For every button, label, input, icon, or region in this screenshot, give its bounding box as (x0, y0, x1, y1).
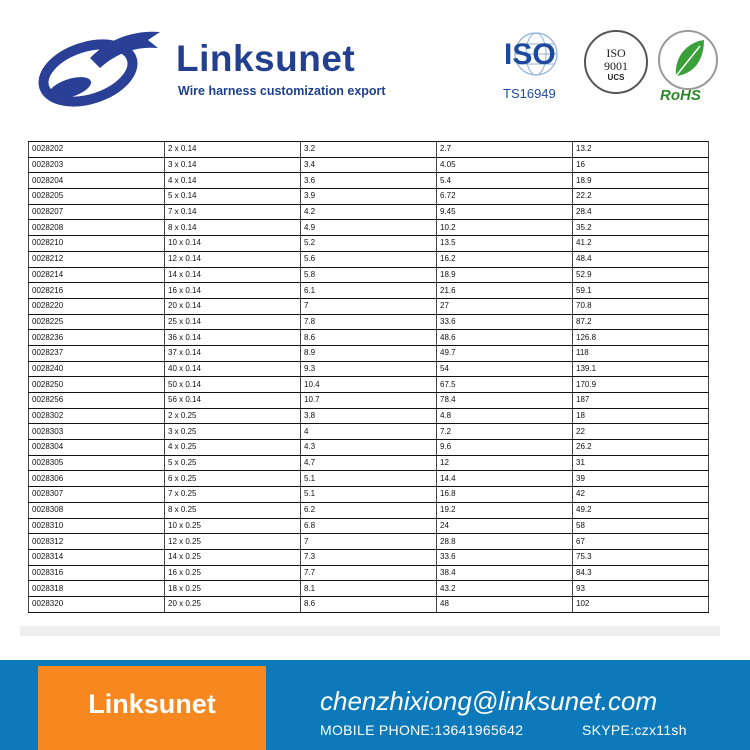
table-cell: 3 x 0.14 (165, 157, 301, 173)
table-cell: 59.1 (573, 283, 709, 299)
table-cell: 93 (573, 581, 709, 597)
table-cell: 33.6 (437, 314, 573, 330)
rohs-label: RoHS (660, 87, 701, 104)
table-cell: 49.2 (573, 502, 709, 518)
table-cell: 0028216 (29, 283, 165, 299)
table-cell: 24 (437, 518, 573, 534)
table-cell: 6.1 (301, 283, 437, 299)
table-cell: 0028237 (29, 345, 165, 361)
table-cell: 0028236 (29, 330, 165, 346)
table-cell: 8 x 0.25 (165, 502, 301, 518)
table-cell: 0028314 (29, 549, 165, 565)
table-cell: 139.1 (573, 361, 709, 377)
table-cell: 10.7 (301, 393, 437, 409)
table-cell: 0028306 (29, 471, 165, 487)
iso9001-badge (584, 30, 650, 110)
table-cell: 20 x 0.25 (165, 596, 301, 612)
table-cell: 0028205 (29, 189, 165, 205)
table-cell: 87.2 (573, 314, 709, 330)
table-cell: 5.4 (437, 173, 573, 189)
table-cell: 0028250 (29, 377, 165, 393)
iso9001-bottom: UCS (607, 73, 625, 82)
table-cell: 3.2 (301, 142, 437, 158)
table-cell: 0028240 (29, 361, 165, 377)
table-cell: 48 (437, 596, 573, 612)
table-cell: 5 x 0.14 (165, 189, 301, 205)
table-cell: 35.2 (573, 220, 709, 236)
table-row (29, 534, 709, 550)
table-cell: 2.7 (437, 142, 573, 158)
table-cell: 3.8 (301, 408, 437, 424)
table-cell: 8.6 (301, 596, 437, 612)
table-cell: 8 x 0.14 (165, 220, 301, 236)
table-cell: 4 x 0.14 (165, 173, 301, 189)
table-cell: 0028210 (29, 236, 165, 252)
iso-ts-subtitle: TS16949 (503, 86, 556, 101)
table-shadow (20, 626, 720, 636)
table-cell: 0028202 (29, 142, 165, 158)
table-cell: 54 (437, 361, 573, 377)
table-cell: 13.2 (573, 142, 709, 158)
table-cell: 14 x 0.14 (165, 267, 301, 283)
table-cell: 7.7 (301, 565, 437, 581)
table-cell: 41.2 (573, 236, 709, 252)
table-cell: 40 x 0.14 (165, 361, 301, 377)
table-row (29, 157, 709, 173)
table-cell: 7 x 0.25 (165, 487, 301, 503)
table-cell: 21.6 (437, 283, 573, 299)
table-cell: 0028320 (29, 596, 165, 612)
table-cell: 4.9 (301, 220, 437, 236)
table-cell: 4.8 (437, 408, 573, 424)
table-row (29, 142, 709, 158)
table-cell: 13.5 (437, 236, 573, 252)
table-cell: 4.7 (301, 455, 437, 471)
table-cell: 18 x 0.25 (165, 581, 301, 597)
table-cell: 16.2 (437, 251, 573, 267)
table-cell: 7 (301, 298, 437, 314)
table-cell: 187 (573, 393, 709, 409)
table-row (29, 565, 709, 581)
table-row (29, 283, 709, 299)
rohs-badge (658, 30, 720, 110)
table-row (29, 393, 709, 409)
table-cell: 9.45 (437, 204, 573, 220)
table-cell: 0028207 (29, 204, 165, 220)
table-cell: 33.6 (437, 549, 573, 565)
table-row (29, 581, 709, 597)
table-cell: 18.9 (437, 267, 573, 283)
table-cell: 12 (437, 455, 573, 471)
iso-ts-title: ISO (504, 38, 556, 71)
table-cell: 31 (573, 455, 709, 471)
table-row (29, 487, 709, 503)
table-row (29, 330, 709, 346)
table-cell: 50 x 0.14 (165, 377, 301, 393)
table-row (29, 220, 709, 236)
table-cell: 4.2 (301, 204, 437, 220)
table-cell: 0028214 (29, 267, 165, 283)
table-cell: 8.9 (301, 345, 437, 361)
table-cell: 14.4 (437, 471, 573, 487)
table-cell: 16 x 0.14 (165, 283, 301, 299)
table-row (29, 440, 709, 456)
table-cell: 7.3 (301, 549, 437, 565)
table-cell: 5 x 0.25 (165, 455, 301, 471)
table-cell: 28.4 (573, 204, 709, 220)
table-cell: 18.9 (573, 173, 709, 189)
table-cell: 56 x 0.14 (165, 393, 301, 409)
table-row (29, 502, 709, 518)
table-cell: 3.4 (301, 157, 437, 173)
table-cell: 27 (437, 298, 573, 314)
table-cell: 0028318 (29, 581, 165, 597)
table-cell: 10 x 0.25 (165, 518, 301, 534)
table-row (29, 345, 709, 361)
table-cell: 16.8 (437, 487, 573, 503)
table-cell: 4.3 (301, 440, 437, 456)
table-cell: 16 (573, 157, 709, 173)
table-cell: 0028316 (29, 565, 165, 581)
table-cell: 52.9 (573, 267, 709, 283)
table-row (29, 471, 709, 487)
table-cell: 26.2 (573, 440, 709, 456)
table-cell: 5.1 (301, 487, 437, 503)
table-cell: 8.6 (301, 330, 437, 346)
table-cell: 67 (573, 534, 709, 550)
table-cell: 2 x 0.25 (165, 408, 301, 424)
table-row (29, 377, 709, 393)
table-row (29, 424, 709, 440)
table-row (29, 518, 709, 534)
iso9001-number: 9001 (604, 59, 628, 73)
table-cell: 0028208 (29, 220, 165, 236)
table-cell: 5.2 (301, 236, 437, 252)
table-cell: 6.72 (437, 189, 573, 205)
table-cell: 25 x 0.14 (165, 314, 301, 330)
table-cell: 12 x 0.25 (165, 534, 301, 550)
table-row (29, 251, 709, 267)
table-row (29, 204, 709, 220)
table-cell: 0028204 (29, 173, 165, 189)
table-cell: 5.1 (301, 471, 437, 487)
table-cell: 8.1 (301, 581, 437, 597)
table-cell: 16 x 0.25 (165, 565, 301, 581)
header (0, 0, 750, 128)
table-cell: 0028307 (29, 487, 165, 503)
table-cell: 22.2 (573, 189, 709, 205)
cable-spec-table (28, 141, 708, 613)
table-cell: 42 (573, 487, 709, 503)
table-cell: 14 x 0.25 (165, 549, 301, 565)
table-cell: 7 x 0.14 (165, 204, 301, 220)
table-cell: 118 (573, 345, 709, 361)
table-cell: 37 x 0.14 (165, 345, 301, 361)
contact-phone: MOBILE PHONE:13641965642 (320, 722, 524, 738)
table-cell: 70.8 (573, 298, 709, 314)
table-cell: 10 x 0.14 (165, 236, 301, 252)
table-cell: 0028225 (29, 314, 165, 330)
table-cell: 58 (573, 518, 709, 534)
table-row (29, 189, 709, 205)
contact-skype: SKYPE:czx11sh (582, 722, 687, 738)
table-cell: 3 x 0.25 (165, 424, 301, 440)
table-cell: 78.4 (437, 393, 573, 409)
table-cell: 22 (573, 424, 709, 440)
table-cell: 39 (573, 471, 709, 487)
table-cell: 28.8 (437, 534, 573, 550)
table-cell: 6.2 (301, 502, 437, 518)
table-cell: 49.7 (437, 345, 573, 361)
table-cell: 0028310 (29, 518, 165, 534)
table-row (29, 314, 709, 330)
table-cell: 9.6 (437, 440, 573, 456)
table-cell: 75.3 (573, 549, 709, 565)
table-cell: 0028220 (29, 298, 165, 314)
table-cell: 6 x 0.25 (165, 471, 301, 487)
table-cell: 2 x 0.14 (165, 142, 301, 158)
table-cell: 170.9 (573, 377, 709, 393)
table-cell: 0028302 (29, 408, 165, 424)
table-cell: 6.8 (301, 518, 437, 534)
table-cell: 18 (573, 408, 709, 424)
contact-email: chenzhixiong@linksunet.com (320, 686, 658, 716)
table-row (29, 361, 709, 377)
table-row (29, 267, 709, 283)
table-row (29, 298, 709, 314)
table-cell: 9.3 (301, 361, 437, 377)
table-cell: 10.2 (437, 220, 573, 236)
linksunet-logo-icon (30, 18, 165, 113)
table-cell: 12 x 0.14 (165, 251, 301, 267)
table-cell: 0028305 (29, 455, 165, 471)
table-row (29, 173, 709, 189)
table-row (29, 455, 709, 471)
table-cell: 67.5 (437, 377, 573, 393)
table-cell: 3.9 (301, 189, 437, 205)
table-cell: 4.05 (437, 157, 573, 173)
leaf-icon (658, 30, 718, 88)
table-cell: 0028256 (29, 393, 165, 409)
table-cell: 7.8 (301, 314, 437, 330)
table-cell: 0028304 (29, 440, 165, 456)
table-cell: 0028203 (29, 157, 165, 173)
table-cell: 4 x 0.25 (165, 440, 301, 456)
table-cell: 43.2 (437, 581, 573, 597)
table-cell: 5.8 (301, 267, 437, 283)
table-cell: 4 (301, 424, 437, 440)
brand-tagline: Wire harness customization export (178, 84, 386, 98)
table-cell: 0028303 (29, 424, 165, 440)
table-cell: 48.4 (573, 251, 709, 267)
table-cell: 3.6 (301, 173, 437, 189)
table-cell: 0028212 (29, 251, 165, 267)
table-cell: 38.4 (437, 565, 573, 581)
table-cell: 7.2 (437, 424, 573, 440)
table-row (29, 596, 709, 612)
table-cell: 84.3 (573, 565, 709, 581)
table-row (29, 549, 709, 565)
table-cell: 5.6 (301, 251, 437, 267)
brand-name: Linksunet (176, 38, 356, 79)
table-cell: 126.8 (573, 330, 709, 346)
table-cell: 20 x 0.14 (165, 298, 301, 314)
table-row (29, 408, 709, 424)
iso9001-top: ISO (606, 46, 626, 60)
table-cell: 0028312 (29, 534, 165, 550)
footer-brand: Linksunet (88, 689, 216, 719)
table-cell: 48.6 (437, 330, 573, 346)
iso-ts16949-badge (500, 30, 575, 110)
table-row (29, 236, 709, 252)
table-cell: 36 x 0.14 (165, 330, 301, 346)
table-cell: 0028308 (29, 502, 165, 518)
table-body (29, 142, 709, 613)
table-cell: 102 (573, 596, 709, 612)
table-cell: 10.4 (301, 377, 437, 393)
table-cell: 19.2 (437, 502, 573, 518)
table-cell: 7 (301, 534, 437, 550)
